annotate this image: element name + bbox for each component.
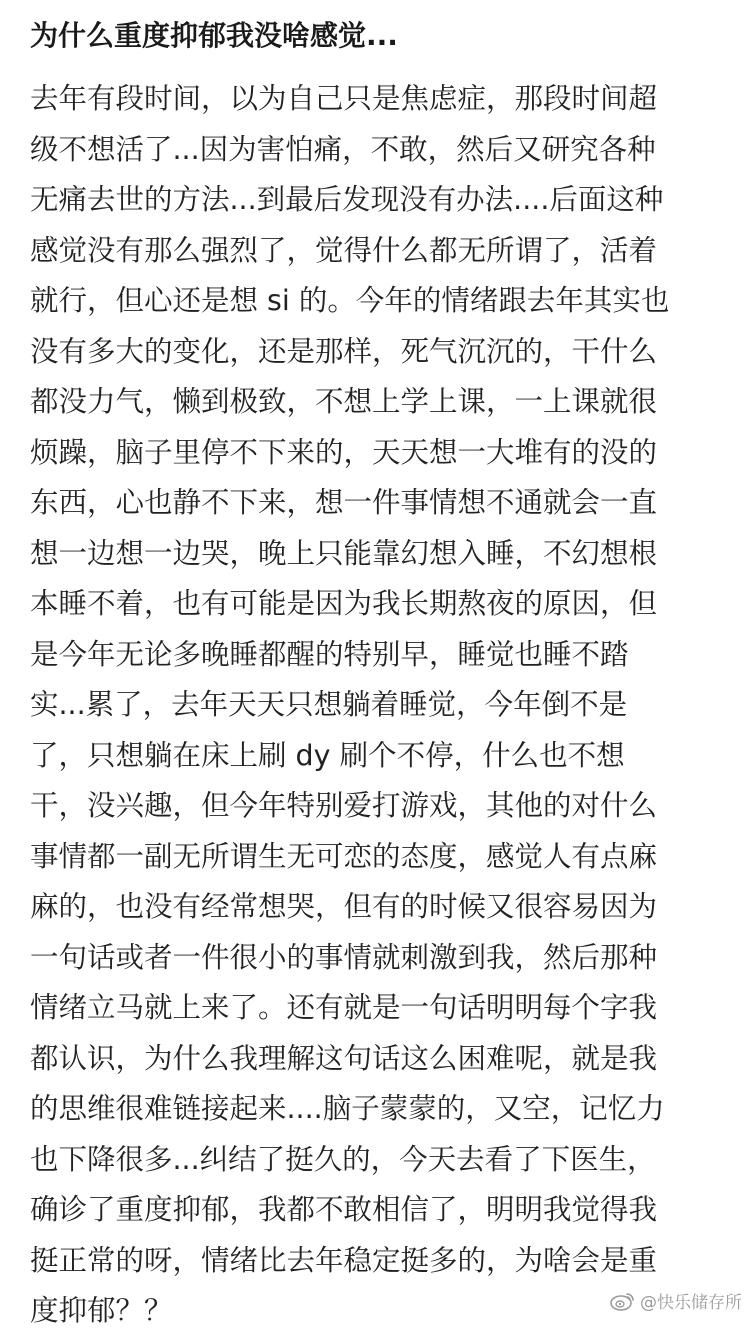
post-line: 级不想活了...因为害怕痛，不敢，然后又研究各种 <box>30 132 656 166</box>
post-line: 的思维很难链接起来....脑子蒙蒙的，又空，记忆力 <box>30 1092 665 1125</box>
post-line: 度抑郁？？ <box>30 1294 173 1327</box>
post-line: 感觉没有那么强烈了，觉得什么都无所谓了，活着 <box>30 233 658 267</box>
watermark-text: @快乐储存所 <box>640 1293 742 1313</box>
post-line: 本睡不着，也有可能是因为我长期熬夜的原因，但 <box>30 587 658 620</box>
post-line: 事情都一副无所谓生无可恋的态度，感觉人有点麻 <box>30 839 658 873</box>
post-line: 了，只想躺在床上刷 dy 刷个不停，什么也不想 <box>30 738 625 772</box>
post-line: 是今年无论多晚睡都醒的特别早，睡觉也睡不踏 <box>30 637 629 671</box>
post-line: 都认识，为什么我理解这句话这么困难呢，就是我 <box>30 1041 658 1075</box>
post-body <box>30 74 730 1337</box>
post-line: 也下降很多...纠结了挺久的，今天去看了下医生， <box>30 1142 656 1176</box>
post-line: 干，没兴趣，但今年特别爱打游戏，其他的对什么 <box>30 789 658 822</box>
post-line: 情绪立马就上来了。还有就是一句话明明每个字我 <box>30 991 658 1024</box>
weibo-icon <box>610 1291 636 1311</box>
post-line: 都没力气，懒到极致，不想上学上课，一上课就很 <box>30 385 658 418</box>
post-title: 为什么重度抑郁我没啥感觉... <box>30 19 398 52</box>
post-line: 东西，心也静不下来，想一件事情想不通就会一直 <box>30 486 658 519</box>
post-line: 就行，但心还是想 si 的。今年的情绪跟去年其实也 <box>30 284 670 317</box>
post-line: 一句话或者一件很小的事情就刺激到我，然后那种 <box>30 940 658 974</box>
post-line: 烦躁，脑子里停不下来的，天天想一大堆有的没的 <box>30 435 658 469</box>
post-line: 想一边想一边哭，晚上只能靠幻想入睡，不幻想根 <box>30 536 658 570</box>
post-line: 无痛去世的方法...到最后发现没有办法....后面这种 <box>30 183 664 216</box>
post-line: 去年有段时间，以为自己只是焦虑症，那段时间超 <box>30 82 658 115</box>
post-line: 挺正常的呀，情绪比去年稳定挺多的，为啥会是重 <box>30 1243 658 1277</box>
post-line: 实...累了，去年天天只想躺着睡觉，今年倒不是 <box>30 688 628 721</box>
post-line: 确诊了重度抑郁，我都不敢相信了，明明我觉得我 <box>30 1193 658 1226</box>
post-line: 没有多大的变化，还是那样，死气沉沉的，干什么 <box>30 334 658 368</box>
post-line: 麻的，也没有经常想哭，但有的时候又很容易因为 <box>30 890 658 923</box>
watermark <box>610 1288 742 1313</box>
